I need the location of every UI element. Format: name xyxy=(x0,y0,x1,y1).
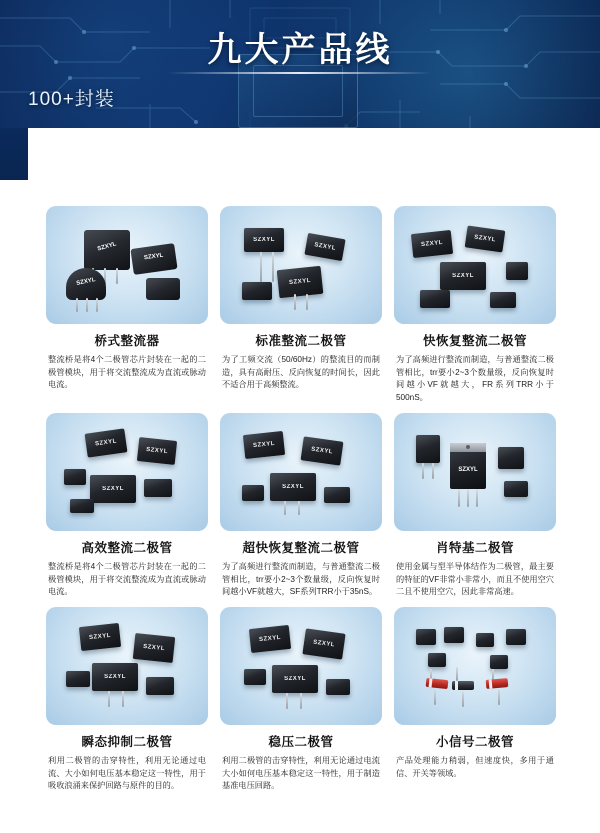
lead xyxy=(422,463,424,479)
smd-package xyxy=(420,290,450,308)
smd-package: SZXYL xyxy=(137,437,177,465)
lead xyxy=(76,298,78,312)
mounting-hole xyxy=(466,445,470,449)
lead xyxy=(272,252,274,282)
product-title: 快恢复整流二极管 xyxy=(422,334,527,348)
lead xyxy=(498,689,500,705)
product-title: 高效整流二极管 xyxy=(81,540,173,555)
smd-package xyxy=(498,447,524,469)
lead xyxy=(122,691,124,707)
product-title: 标准整流二极管 xyxy=(255,334,347,348)
title-divider xyxy=(168,72,432,74)
smd-package xyxy=(326,679,350,695)
smd-package: SZXYL xyxy=(133,633,175,663)
smd-package xyxy=(506,629,526,645)
product-card xyxy=(46,206,208,405)
smd-package xyxy=(444,627,464,643)
product-description: 为了高频进行整流而制造，与普通整流二极管相比，trr要小2~3个数量级，反向恢复时间越小VF就越大，FR系列TRR小于500nS。 xyxy=(396,355,554,403)
smd-package xyxy=(324,487,350,503)
smd-package xyxy=(476,633,494,647)
lead xyxy=(476,489,478,507)
bridge-package: SZXYL xyxy=(130,243,177,275)
lead xyxy=(458,489,460,507)
smd-package xyxy=(242,485,264,501)
smd-package xyxy=(146,677,174,695)
smd-package: SZXYL xyxy=(277,266,324,298)
smd-package: SZXYL xyxy=(79,623,121,651)
product-description: 利用二极管的击穿特性，利用无论通过电流大小如何电压基本稳定这一特性，用于制造基准电压回路。 xyxy=(222,755,380,791)
smd-package xyxy=(504,481,528,497)
header-subtitle: 100+封装 xyxy=(28,89,115,110)
smd-package: SZXYL xyxy=(272,665,318,693)
smd-package xyxy=(244,669,266,685)
lead xyxy=(96,298,98,312)
product-title: 肖特基二极管 xyxy=(435,540,514,555)
product-grid xyxy=(46,206,556,793)
smd-package: SZXYL xyxy=(244,228,284,252)
lead xyxy=(467,489,469,507)
smd-package: SZXYL xyxy=(302,628,345,659)
product-photo-tvs-diode xyxy=(46,607,208,725)
cathode-band xyxy=(455,681,458,690)
product-photo-schottky-diode xyxy=(394,413,556,531)
axial-diode xyxy=(426,678,449,689)
product-title: 瞬态抑制二极管 xyxy=(81,734,173,749)
product-photo-small-signal-diode xyxy=(394,607,556,725)
bridge-package xyxy=(146,278,180,300)
lead xyxy=(432,463,434,479)
product-description: 产品处理能力稍弱，但速度快，多用于通信、开关等领域。 xyxy=(396,755,554,778)
cathode-band xyxy=(489,679,492,688)
product-photo-standard-rectifier-diode xyxy=(220,206,382,324)
lead xyxy=(286,693,288,709)
product-photo-bridge-rectifier xyxy=(46,206,208,324)
smd-package xyxy=(144,479,172,497)
product-card xyxy=(220,607,382,793)
axial-diode xyxy=(452,681,474,690)
smd-package xyxy=(506,262,528,280)
lead xyxy=(260,252,262,282)
lead xyxy=(306,294,308,310)
product-photo-fast-recovery-rectifier-diode xyxy=(394,206,556,324)
poster-header xyxy=(0,0,600,128)
product-card xyxy=(394,206,556,405)
smd-package: SZXYL xyxy=(304,233,345,261)
smd-package: SZXYL xyxy=(270,473,316,501)
smd-package: SZXYL xyxy=(440,262,486,290)
product-description: 为了高频进行整流而制造，与普通整流二极管相比，trr要小2~3个数量级，反向恢复时间越小VF就越大，SF系列TRR小于35nS。 xyxy=(222,561,380,597)
smd-package: SZXYL xyxy=(90,475,136,503)
smd-package xyxy=(242,282,272,300)
lead xyxy=(462,691,464,707)
product-photo-ultrafast-recovery-rectifier-diode xyxy=(220,413,382,531)
smd-package xyxy=(416,629,436,645)
bridge-package: SZXYL xyxy=(84,230,130,270)
lead xyxy=(284,501,286,515)
smd-package: SZXYL xyxy=(411,230,453,258)
to220-package: SZXYL xyxy=(450,443,486,489)
cathode-band xyxy=(429,678,432,687)
smd-package xyxy=(490,292,516,308)
product-title: 超快恢复整流二极管 xyxy=(242,540,360,555)
smd-package xyxy=(66,671,90,687)
lead xyxy=(456,667,458,681)
smd-package xyxy=(428,653,446,667)
smd-package xyxy=(490,655,508,669)
product-title: 小信号二极管 xyxy=(435,734,514,749)
product-card xyxy=(394,413,556,599)
product-description: 使用金属与型半导体结作为二极管，最主要的特征的VF非常小非常小，而且不使用空穴二且不使用空穴，因此非常高速。 xyxy=(396,561,554,597)
lead xyxy=(116,268,118,284)
product-card xyxy=(394,607,556,793)
smd-package xyxy=(416,435,440,463)
product-description: 整流桥是将4个二极管芯片封装在一起的二极管模块，用于将交流整流成为直流或脉动电流。 xyxy=(48,561,206,597)
page-title: 九大产品线 xyxy=(207,31,393,69)
smd-package xyxy=(70,499,94,513)
header-white-strip xyxy=(28,128,600,180)
product-description: 利用二极管的击穿特性，利用无论通过电流、大小如何电压基本稳定这一特性，用于吸收浪涌来保护回路与原件的目的。 xyxy=(48,755,206,791)
lead xyxy=(434,689,436,705)
lead xyxy=(86,298,88,312)
axial-diode xyxy=(486,678,509,689)
bridge-package: SZXYL xyxy=(66,268,106,300)
product-photo-zener-diode xyxy=(220,607,382,725)
smd-package: SZXYL xyxy=(301,436,344,465)
product-photo-high-efficiency-rectifier-diode xyxy=(46,413,208,531)
product-title: 稳压二极管 xyxy=(268,734,334,749)
product-description: 整流桥是将4个二极管芯片封装在一起的二极管模块，用于将交流整流成为直流或脉动电流。 xyxy=(48,355,206,390)
lead xyxy=(108,691,110,707)
smd-package: SZXYL xyxy=(243,431,285,459)
left-color-band xyxy=(0,128,28,180)
product-description: 为了工频交流（50/60Hz）的整流目的而制造，具有高耐压、反向恢复的时间长，因此不适合用于高频整流。 xyxy=(222,355,380,390)
smd-package: SZXYL xyxy=(92,663,138,691)
product-card xyxy=(46,607,208,793)
product-card xyxy=(220,413,382,599)
lead xyxy=(294,294,296,310)
product-title: 桥式整流器 xyxy=(94,334,160,348)
smd-package: SZXYL xyxy=(465,225,506,252)
product-card xyxy=(220,206,382,405)
smd-package: SZXYL xyxy=(249,625,291,653)
product-card xyxy=(46,413,208,599)
lead xyxy=(298,501,300,515)
smd-package: SZXYL xyxy=(85,428,128,457)
smd-package xyxy=(64,469,86,485)
lead xyxy=(300,693,302,709)
